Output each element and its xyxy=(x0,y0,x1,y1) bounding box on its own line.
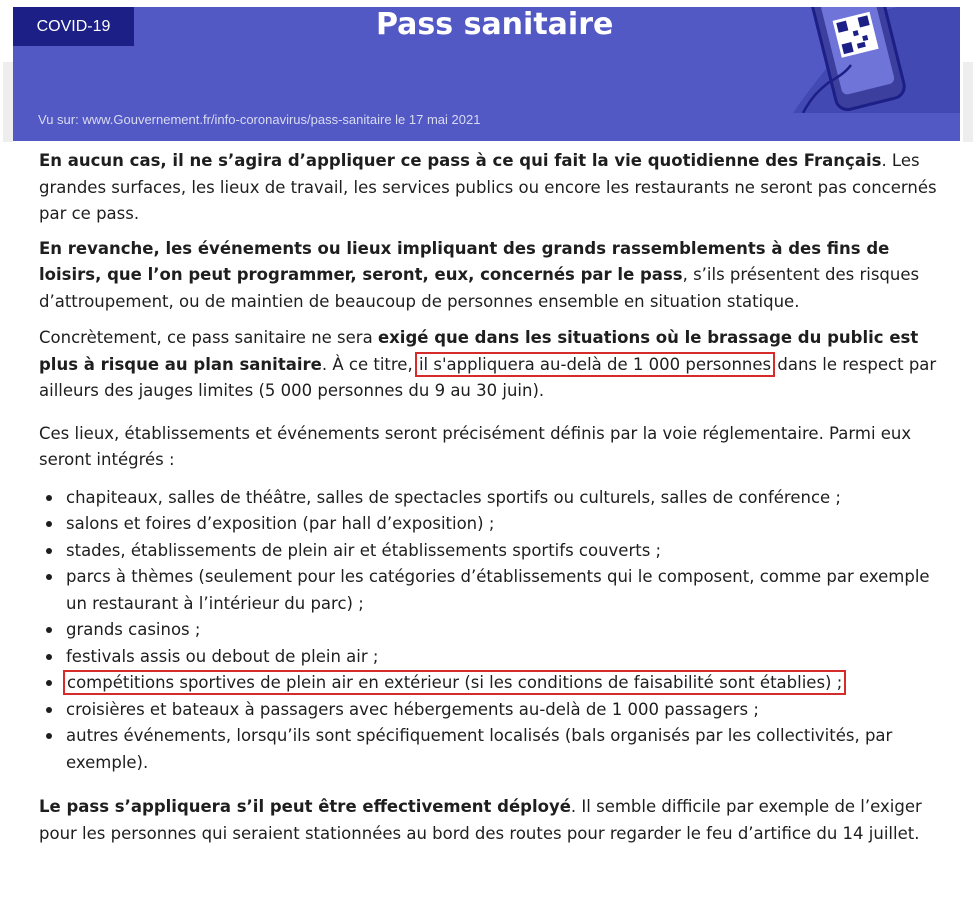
article-body xyxy=(39,148,939,847)
header-banner xyxy=(13,7,960,141)
paragraph-3 xyxy=(39,325,939,405)
paragraph-5-bold: Le pass s’appliquera s’il peut être effectivement déployé xyxy=(39,797,571,816)
paragraph-3-mid: . À ce titre, xyxy=(321,354,418,374)
source-caption: Vu sur: www.Gouvernement.fr/info-coronavirus/pass-sanitaire le 17 mai 2021 xyxy=(38,112,481,127)
highlight-threshold: il s'appliquera au-delà de 1 000 personnes xyxy=(418,354,772,374)
page-title: Pass sanitaire xyxy=(376,7,614,42)
paragraph-1-bold: En aucun cas, il ne s’agira d’appliquer ce pass à ce qui fait la vie quotidienne des Français xyxy=(39,151,882,170)
list-item xyxy=(39,670,939,697)
banner-shadow-left xyxy=(3,62,13,142)
paragraph-1 xyxy=(39,148,939,228)
phone-qr-illustration-icon xyxy=(773,7,960,113)
list-item: croisières et bateaux à passagers avec hébergements au-delà de 1 000 passagers ; xyxy=(39,697,939,724)
list-item: festivals assis ou debout de plein air ; xyxy=(39,644,939,671)
highlight-outdoor-competitions: compétitions sportives de plein air en extérieur (si les conditions de faisabilité sont établies) ; xyxy=(67,673,843,692)
paragraph-1-text: . Les grandes surfaces, les lieux de travail, les services publics ou encore les restaurants ne seront pas concernés par ce pass. xyxy=(39,151,937,223)
paragraph-4: Ces lieux, établissements et événements seront précisément définis par la voie réglementaire. Parmi eux seront intégrés : xyxy=(39,423,912,469)
places-list xyxy=(39,485,939,777)
paragraph-2-text: , s’ils présentent des risques d’attroupement, ou de maintien de beaucoup de personnes ensemble en situation statique. xyxy=(39,265,920,311)
banner-shadow-right xyxy=(963,62,973,142)
paragraph-3-bold: exigé que dans les situations où le brassage du public est plus à risque au plan sanitaire xyxy=(39,328,919,374)
paragraph-2 xyxy=(39,236,939,316)
list-item: salons et foires d’exposition (par hall d’exposition) ; xyxy=(39,511,939,538)
list-item: autres événements, lorsqu’ils sont spécifiquement localisés (bals organisés par les collectivités, par exemple). xyxy=(39,723,939,776)
paragraph-3-end: dans le respect par ailleurs des jauges limites (5 000 personnes du 9 au 30 juin). xyxy=(39,354,937,400)
covid-tag: COVID-19 xyxy=(13,7,134,46)
list-item: stades, établissements de plein air et établissements sportifs couverts ; xyxy=(39,538,939,565)
paragraph-5 xyxy=(39,794,939,847)
list-item: chapiteaux, salles de théâtre, salles de spectacles sportifs ou culturels, salles de conférence ; xyxy=(39,485,939,512)
list-item: grands casinos ; xyxy=(39,617,939,644)
list-item: parcs à thèmes (seulement pour les catégories d’établissements qui le composent, comme par exemple un restaurant à l’intérieur du parc) ; xyxy=(39,564,939,617)
paragraph-2-bold: En revanche, les événements ou lieux impliquant des grands rassemblements à des fins de loisirs, que l’on peut programmer, seront, eux, concernés par le pass xyxy=(39,238,890,284)
paragraph-3-start: Concrètement, ce pass sanitaire ne sera xyxy=(39,328,378,347)
paragraph-5-text: . Il semble difficile par exemple de l’exiger pour les personnes qui seraient stationnées au bord des routes pour regarder le feu d’artifice du 14 juillet. xyxy=(39,797,922,843)
